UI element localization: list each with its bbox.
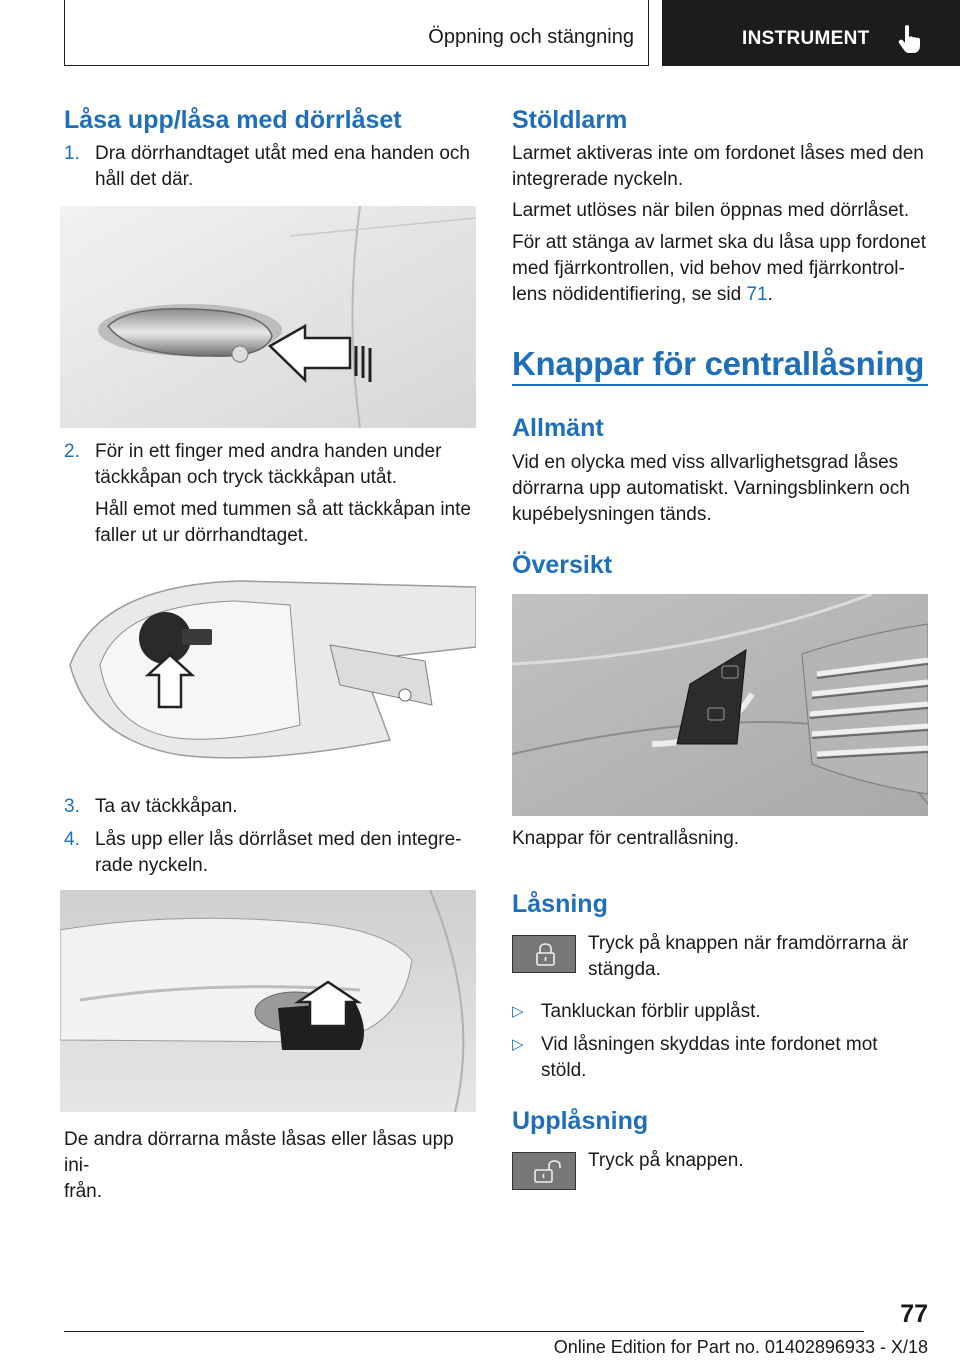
step-number: 4.	[64, 829, 80, 850]
heading-door-lock: Låsa upp/låsa med dörrlåset	[64, 106, 402, 134]
step-text-line: täckkåpan och tryck täckkåpan utåt.	[95, 467, 398, 488]
lock-description	[588, 931, 928, 983]
heading-general: Allmänt	[512, 414, 604, 442]
unlock-button-icon	[512, 1152, 576, 1190]
step-number: 2.	[64, 441, 80, 462]
closing-line: från.	[64, 1181, 103, 1202]
key-in-lock-image	[60, 890, 476, 1112]
step-text-line: Dra dörrhandtaget utåt med ena handen och	[95, 143, 470, 164]
step-number: 3.	[64, 796, 80, 817]
unlock-description: Tryck på knappen.	[588, 1150, 744, 1171]
footer-edition: Online Edition for Part no. 01402896933 - X/18	[553, 1337, 928, 1357]
step-text-line: håll det där.	[95, 169, 194, 190]
step-2	[64, 439, 476, 491]
general-paragraph	[512, 450, 928, 528]
general-line: dörrarna upp automatiskt. Varningsblinkern och	[512, 478, 910, 499]
lock-button-icon	[512, 935, 576, 973]
bullet-triangle-icon: ▷	[512, 1036, 524, 1053]
step-3	[64, 794, 476, 820]
bullet-text: Tankluckan förblir upplåst.	[541, 1001, 761, 1022]
alarm-text: .	[767, 284, 773, 305]
general-line: kupébelysningen tänds.	[512, 504, 712, 525]
unlock-icon	[513, 1153, 577, 1191]
heading-central-locking: Knappar för centrallåsning	[512, 345, 925, 382]
heading-overview: Översikt	[512, 551, 613, 579]
alarm-paragraph-3	[512, 230, 928, 308]
header-chapter-tab[interactable]	[662, 0, 960, 66]
heading-unlocking: Upplåsning	[512, 1107, 649, 1135]
lock-line: Tryck på knappen när framdörrarna är	[588, 933, 909, 954]
alarm-paragraph-2: Larmet utlöses när bilen öppnas med dörrlåset.	[512, 200, 910, 221]
step-text-line: rade nyckeln.	[95, 855, 209, 876]
page-number: 77	[900, 1300, 928, 1328]
door-handle-pull-image	[60, 206, 476, 428]
central-locking-buttons-image	[512, 594, 928, 816]
alarm-line	[512, 282, 928, 308]
cover-cap-image	[60, 565, 476, 775]
heading-theft-alarm: Stöldlarm	[512, 106, 628, 134]
step-1	[64, 141, 476, 193]
header-chapter-label: INSTRUMENT	[742, 28, 870, 49]
bullet-text: stöld.	[541, 1060, 587, 1081]
step-text-line: Lås upp eller lås dörrlåset med den integre-	[95, 829, 462, 850]
alarm-line: med fjärrkontrollen, vid behov med fjärrkontrol-	[512, 258, 905, 279]
header-section-title: Öppning och stängning	[428, 26, 634, 48]
page-reference-link[interactable]: 71	[746, 284, 768, 305]
alarm-line: För att stänga av larmet ska du låsa upp fordonet	[512, 232, 927, 253]
step-number: 1.	[64, 143, 80, 164]
closing-paragraph	[64, 1127, 476, 1205]
hand-pointer-icon	[898, 24, 924, 54]
alarm-line: integrerade nyckeln.	[512, 169, 684, 190]
heading-locking: Låsning	[512, 890, 608, 918]
general-line: Vid en olycka med viss allvarlighetsgrad låses	[512, 452, 899, 473]
closing-line: De andra dörrarna måste låsas eller låsas upp ini-	[64, 1129, 454, 1176]
lock-line: stängda.	[588, 959, 661, 980]
footer-rule	[64, 1331, 864, 1332]
note-line: Håll emot med tummen så att täckkåpan inte	[95, 499, 471, 520]
step-text-line: Ta av täckkåpan.	[95, 796, 238, 817]
step-4	[64, 827, 476, 879]
note-line: faller ut ur dörrhandtaget.	[95, 525, 309, 546]
bullet-text: Vid låsningen skyddas inte fordonet mot	[541, 1034, 878, 1055]
step-text-line: För in ett finger med andra handen under	[95, 441, 442, 462]
alarm-line: Larmet aktiveras inte om fordonet låses med den	[512, 143, 924, 164]
lock-icon	[513, 936, 577, 974]
alarm-text: lens nödidentifiering, se sid	[512, 284, 747, 305]
heading-rule	[512, 384, 928, 386]
overview-caption: Knappar för centrallåsning.	[512, 828, 740, 849]
bullet-triangle-icon: ▷	[512, 1003, 524, 1020]
alarm-paragraph-1	[512, 141, 928, 193]
step-2-note	[95, 497, 476, 549]
